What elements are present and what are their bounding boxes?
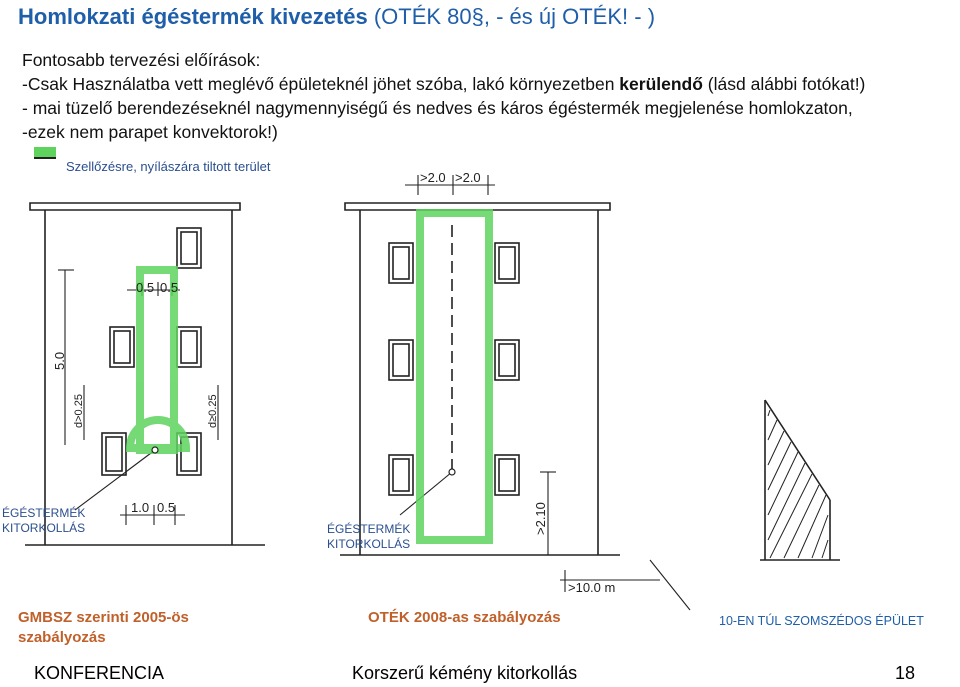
prohibited-zones [130, 213, 489, 540]
middle-windows [389, 243, 519, 495]
right-callout [327, 522, 410, 552]
left-callout [2, 506, 85, 536]
left-callout-line1: ÉGÉSTERMÉK [2, 506, 86, 520]
title-normal: (OTÉK 80§, - és új OTÉK! - ) [367, 4, 656, 29]
dim-1-0: 1.0 [131, 500, 150, 515]
rule-line-1-bold: kerülendő [619, 74, 703, 94]
dim-5-0: 5.0 [52, 351, 67, 370]
right-callout-line2: KITORKOLLÁS [327, 537, 411, 551]
caption-gmbsz-line1: GMBSZ szerinti 2005-ös [18, 609, 189, 626]
caption-gmbsz [18, 608, 189, 648]
rule-line-3: -ezek nem parapet konvektorok!) [22, 122, 278, 142]
page-number: 18 [895, 663, 916, 683]
rules-heading: Fontosabb tervezési előírások: [22, 50, 261, 70]
rule-line-1-a: -Csak Használatba vett meglévő épületeknél jöhet szóba, lakó környezetben [22, 74, 620, 94]
dim-0-5-a: 0.5 [136, 280, 155, 295]
right-callout-line1: ÉGÉSTERMÉK [327, 522, 411, 536]
dim-0-5-b: 0.5 [160, 280, 179, 295]
caption-otek: OTÉK 2008-as szabályozás [368, 609, 561, 626]
footer-left: KONFERENCIA [34, 663, 165, 683]
neighbour-building [760, 400, 840, 560]
dim-0-5-c: 0.5 [157, 500, 176, 515]
footer-center: Korszerű kémény kitorkollás [352, 663, 578, 683]
caption-neighbour: 10-EN TÚL SZOMSZÉDOS ÉPÜLET [719, 614, 924, 628]
title-bold: Homlokzati égéstermék kivezetés [18, 4, 368, 29]
dim-2-10: >2.10 [533, 502, 548, 535]
left-building [25, 203, 265, 545]
left-callout-line2: KITORKOLLÁS [2, 521, 86, 535]
rule-line-2: - mai tüzelő berendezéseknél nagymennyiségű és nedves és káros égéstermék megjelenése homlokzaton, [22, 98, 853, 118]
dim-2-0-b: >2.0 [455, 170, 481, 185]
dim-d-right: d≥0.25 [207, 394, 219, 428]
rule-line-1-b: (lásd alábbi fotókat!) [702, 74, 866, 94]
dim-d-left: d>0.25 [73, 394, 85, 428]
caption-gmbsz-line2: szabályozás [18, 629, 106, 646]
dim-2-0-a: >2.0 [420, 170, 446, 185]
middle-building [340, 203, 620, 555]
legend-text: Szellőzésre, nyílászára tiltott terület [66, 159, 271, 174]
dim-10-0: >10.0 m [568, 580, 616, 595]
